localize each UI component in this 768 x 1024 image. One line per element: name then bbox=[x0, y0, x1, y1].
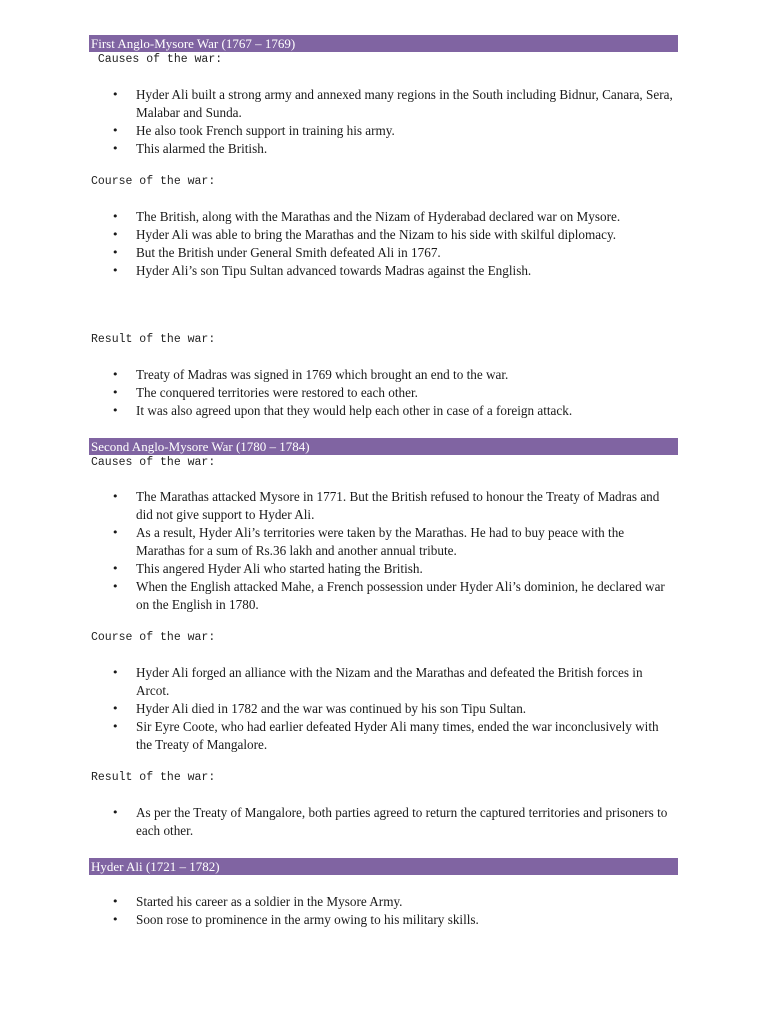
list-item: • The British, along with the Marathas and the Nizam of Hyderabad declared war on Mysore. bbox=[0, 208, 676, 226]
list-item: • But the British under General Smith defeated Ali in 1767. bbox=[0, 244, 676, 262]
list-item: • This angered Hyder Ali who started hating the British. bbox=[0, 560, 676, 578]
result-label: Result of the war: bbox=[91, 771, 216, 784]
causes-label: Causes of the war: bbox=[91, 53, 223, 66]
list-item: • As a result, Hyder Ali’s territories were taken by the Marathas. He had to buy peace with the Marathas for a sum of Rs.36 lakh and another annual tribute. bbox=[0, 524, 676, 560]
course-list bbox=[0, 208, 768, 280]
list-item: • Soon rose to prominence in the army owing to his military skills. bbox=[0, 911, 676, 929]
causes-list bbox=[0, 86, 768, 158]
list-item: • Hyder Ali died in 1782 and the war was continued by his son Tipu Sultan. bbox=[0, 700, 676, 718]
result-list bbox=[0, 366, 768, 420]
list-item: • Hyder Ali’s son Tipu Sultan advanced towards Madras against the English. bbox=[0, 262, 676, 280]
list-item: • Treaty of Madras was signed in 1769 which brought an end to the war. bbox=[0, 366, 676, 384]
section-heading: First Anglo-Mysore War (1767 – 1769) bbox=[89, 35, 678, 52]
result-list bbox=[0, 804, 768, 840]
list-item: • Hyder Ali was able to bring the Marathas and the Nizam to his side with skilful diplomacy. bbox=[0, 226, 676, 244]
list-item: • He also took French support in training his army. bbox=[0, 122, 676, 140]
course-label: Course of the war: bbox=[91, 631, 216, 644]
list-item: • The Marathas attacked Mysore in 1771. But the British refused to honour the Treaty of Madras and did not give support to Hyder Ali. bbox=[0, 488, 676, 524]
section-heading: Second Anglo-Mysore War (1780 – 1784) bbox=[89, 438, 678, 455]
course-list bbox=[0, 664, 768, 754]
list-item: • This alarmed the British. bbox=[0, 140, 676, 158]
bio-list bbox=[0, 893, 768, 929]
section-heading: Hyder Ali (1721 – 1782) bbox=[89, 858, 678, 875]
list-item: • The conquered territories were restored to each other. bbox=[0, 384, 676, 402]
course-label: Course of the war: bbox=[91, 175, 216, 188]
list-item: • As per the Treaty of Mangalore, both parties agreed to return the captured territories and prisoners to each other. bbox=[0, 804, 676, 840]
list-item: • Hyder Ali built a strong army and annexed many regions in the South including Bidnur, Canara, Sera, Malabar and Sunda. bbox=[0, 86, 676, 122]
list-item: • When the English attacked Mahe, a French possession under Hyder Ali’s dominion, he declared war on the English in 1780. bbox=[0, 578, 676, 614]
causes-label: Causes of the war: bbox=[91, 456, 216, 469]
list-item: • Sir Eyre Coote, who had earlier defeated Hyder Ali many times, ended the war inconclusively with the Treaty of Mangalore. bbox=[0, 718, 676, 754]
result-label: Result of the war: bbox=[91, 333, 216, 346]
list-item: • It was also agreed upon that they would help each other in case of a foreign attack. bbox=[0, 402, 676, 420]
causes-list bbox=[0, 488, 768, 614]
list-item: • Hyder Ali forged an alliance with the Nizam and the Marathas and defeated the British forces in Arcot. bbox=[0, 664, 676, 700]
list-item: • Started his career as a soldier in the Mysore Army. bbox=[0, 893, 676, 911]
